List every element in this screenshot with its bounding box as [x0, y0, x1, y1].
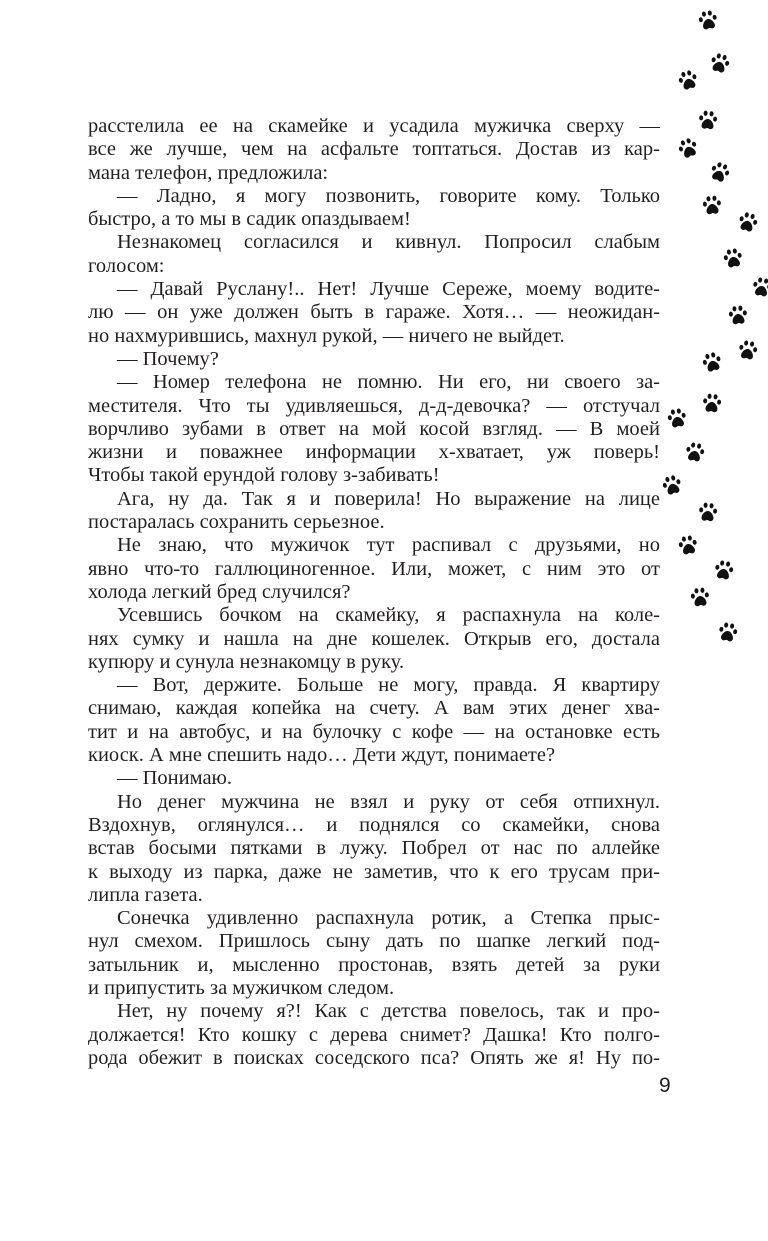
text-line: жизни и поважнее информации х-хватает, уж поверь! — [88, 441, 660, 464]
text-line: быстро, а то мы в садик опаздываем! — [88, 208, 411, 231]
text-line: — Ладно, я могу позвонить, говорите кому. Только — [117, 184, 660, 207]
page-number: 9 — [659, 1074, 671, 1097]
text-line: встав босыми пятками в лужу. Побрел от нас по аллейке — [88, 837, 660, 860]
paw-print-icon — [749, 274, 768, 299]
text-line: ворчливо зубами в ответ на мой косой взгляд. — В моей — [88, 417, 660, 440]
text-line: липла газета. — [88, 883, 203, 906]
text-line: нях сумку и нашла на дне кошелек. Открыв его, достала — [88, 627, 660, 650]
text-line: снимаю, каждая копейка на счету. А вам этих денег хва- — [88, 697, 660, 720]
paw-print-icon — [726, 303, 750, 327]
text-line: Не знаю, что мужичок тут распивал с друзьями, но — [117, 534, 660, 557]
text-line: голосом: — [88, 254, 165, 277]
paw-print-icon — [711, 557, 736, 582]
text-line: нул смехом. Пришлось сыну дать по шапке легкий под- — [88, 930, 660, 953]
text-line: но нахмурившись, махнул рукой, — ничего не выйдет. — [88, 324, 565, 347]
paw-print-icon — [675, 67, 702, 94]
text-line: лю — он уже должен быть в гараже. Хотя… — неожидан- — [88, 301, 660, 324]
text-line: Чтобы такой ерундой голову з-забивать! — [88, 464, 440, 487]
text-line: Незнакомец согласился и кивнул. Попросил слабым — [117, 231, 660, 254]
paw-print-icon — [706, 158, 734, 186]
text-line: затыльник и, мысленно простонав, взять детей за руки — [88, 953, 660, 976]
text-line: — Давай Руслану!.. Нет! Лучше Сереже, моему водите- — [117, 278, 660, 301]
text-line: мана телефон, предложила: — [88, 161, 329, 184]
text-line: Нет, ну почему я?! Как с детства повелось, так и про- — [117, 1000, 660, 1023]
text-line: к выходу из парка, даже не заметив, что к его трусам при- — [88, 860, 660, 883]
paw-print-icon — [720, 245, 745, 270]
paw-print-icon — [707, 50, 734, 77]
text-line: и припустить за мужичком следом. — [88, 976, 395, 999]
text-line: явно что-то галлюциногенное. Или, может, с ним это от — [88, 557, 660, 580]
paw-print-icon — [664, 405, 689, 430]
paw-print-icon — [700, 193, 724, 217]
paw-print-icon — [735, 209, 762, 236]
text-line: Ага, ну да. Так я и поверила! Но выражение на лице — [117, 487, 660, 510]
text-line: — Вот, держите. Больше не могу, правда. Я квартиру — [117, 674, 660, 697]
paw-print-icon — [696, 500, 720, 524]
text-line: рода обежит в поисках соседского пса? Опять же я! Ну по- — [88, 1046, 660, 1069]
text-line: холода легкий бред случился? — [88, 580, 351, 603]
paw-print-icon — [735, 337, 760, 362]
text-line: Но денег мужчина не взял и руку от себя отпихнул. — [117, 790, 660, 813]
text-line: — Почему? — [117, 347, 219, 370]
paw-print-icon — [696, 108, 720, 132]
text-line: — Понимаю. — [117, 767, 232, 790]
paw-print-icon — [715, 619, 740, 644]
paw-print-icon — [688, 585, 712, 609]
text-line: должается! Кто кошку с дерева снимет? Дашка! Кто полго- — [88, 1023, 660, 1046]
text-line: киоск. А мне спешить надо… Дети ждут, понимаете? — [88, 744, 556, 767]
text-line: Сонечка удивленно распахнула ротик, а Степка прыс- — [117, 907, 660, 930]
text-line: расстелила ее на скамейке и усадила мужичка сверху — — [88, 115, 660, 137]
text-line: все же лучше, чем на асфальте топтаться. Достав из кар- — [88, 138, 660, 161]
text-line: Вздохнув, оглянулся… и поднялся со скамейки, снова — [88, 813, 660, 836]
text-line: Усевшись бочком на скамейку, я распахнула на коле- — [117, 604, 660, 627]
paw-print-icon — [659, 472, 686, 499]
paw-print-icon — [699, 349, 726, 376]
body-text — [88, 115, 660, 1070]
paw-print-icon — [674, 134, 702, 162]
text-line: купюру и сунула незнакомцу в руку. — [88, 650, 405, 673]
text-line: — Номер телефона не помню. Ни его, ни своего за- — [117, 371, 660, 394]
text-line: тит и на автобус, и на булочку с кофе — на остановке есть — [88, 720, 660, 743]
text-line: постаралась сохранить серьезное. — [88, 511, 385, 534]
paw-print-icon — [700, 391, 724, 415]
paw-print-icon — [682, 439, 707, 464]
paw-print-icon — [695, 7, 720, 32]
paw-print-icon — [675, 532, 700, 557]
text-line: местителя. Что ты удивляешься, д-д-девочка? — отстучал — [88, 394, 660, 417]
